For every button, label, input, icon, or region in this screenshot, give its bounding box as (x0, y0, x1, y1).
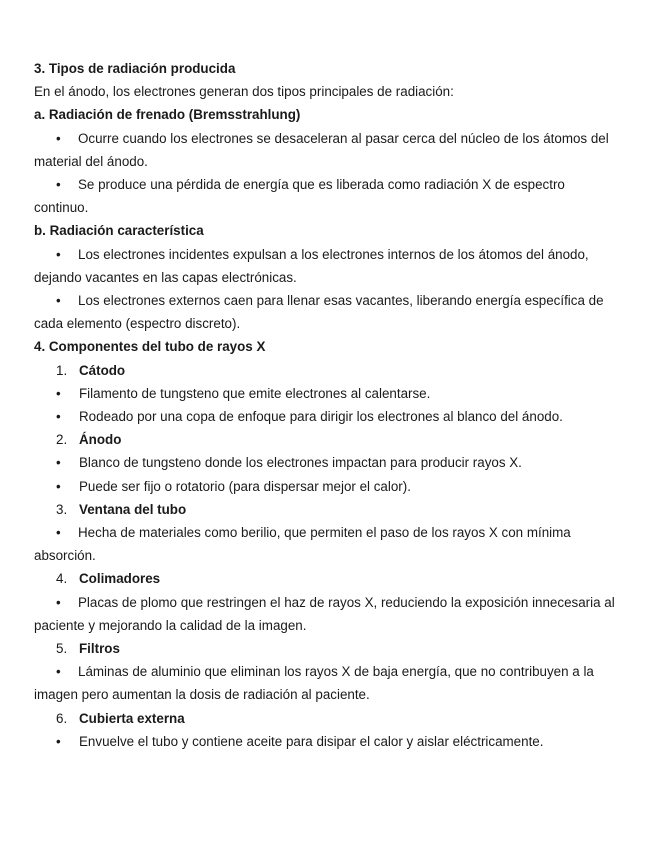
bullet-glyph: • (56, 246, 61, 262)
component-2-title (34, 428, 620, 451)
bullet-glyph: • (56, 455, 61, 471)
component-3-bullet-1 (34, 521, 620, 567)
component-1-bullet-2 (34, 405, 620, 428)
component-title: Colimadores (79, 571, 161, 587)
component-number: 4. (56, 571, 68, 587)
component-2-bullet-2 (34, 475, 620, 498)
bullet-text: Los electrones externos caen para llenar esas vacantes, liberando energía específica de cada elemento (espectro discreto). (34, 293, 604, 332)
bullet-glyph: • (56, 733, 61, 749)
bullet-text: Se produce una pérdida de energía que es liberada como radiación X de espectro continuo. (34, 177, 565, 216)
component-4-bullet-1 (34, 591, 620, 637)
component-number: 2. (56, 432, 68, 448)
component-6-title (34, 707, 620, 730)
component-5-title (34, 637, 620, 660)
bullet-glyph: • (56, 594, 61, 610)
bullet-glyph: • (56, 664, 61, 680)
bullet-text: Láminas de aluminio que eliminan los rayos X de baja energía, que no contribuyen a la imagen pero aumentan la dosis de radiación al paciente. (34, 664, 594, 703)
bullet-text: Envuelve el tubo y contiene aceite para disipar el calor y aislar eléctricamente. (79, 733, 544, 749)
bullet-text: Blanco de tungsteno donde los electrones impactan para producir rayos X. (79, 455, 522, 471)
bullet-glyph: • (56, 130, 61, 146)
component-5-bullet-1 (34, 660, 620, 706)
component-title: Cubierta externa (79, 710, 185, 726)
bullet-text: Los electrones incidentes expulsan a los electrones internos de los átomos del ánodo, dejando vacantes en las capas electrónicas. (34, 246, 589, 285)
subsection-a-heading: a. Radiación de frenado (Bremsstrahlung) (34, 107, 301, 123)
section-4-heading: 4. Componentes del tubo de rayos X (34, 339, 266, 355)
bullet-text: Hecha de materiales como berilio, que permiten el paso de los rayos X con mínima absorción. (34, 525, 571, 564)
component-title: Cátodo (79, 362, 126, 378)
component-number: 6. (56, 710, 68, 726)
bullet-glyph: • (56, 525, 61, 541)
subsection-b-heading: b. Radiación característica (34, 223, 204, 239)
bullet-text: Filamento de tungsteno que emite electrones al calentarse. (79, 385, 431, 401)
component-title: Filtros (79, 641, 120, 657)
component-1-bullet-1 (34, 382, 620, 405)
component-title: Ventana del tubo (79, 501, 187, 517)
bullet-text: Puede ser fijo o rotatorio (para dispersar mejor el calor). (79, 478, 411, 494)
section-3-intro: En el ánodo, los electrones generan dos tipos principales de radiación: (34, 84, 454, 100)
component-number: 3. (56, 501, 68, 517)
bullet-glyph: • (56, 409, 61, 425)
section-3-heading: 3. Tipos de radiación producida (34, 61, 236, 76)
bullet-text: Rodeado por una copa de enfoque para dirigir los electrones al blanco del ánodo. (79, 409, 563, 425)
subsection-a-bullet-2 (34, 173, 620, 219)
component-number: 1. (56, 362, 68, 378)
component-1-title (34, 359, 620, 382)
bullet-glyph: • (56, 478, 61, 494)
subsection-b-bullet-2 (34, 289, 620, 335)
bullet-glyph: • (56, 385, 61, 401)
component-number: 5. (56, 641, 68, 657)
bullet-glyph: • (56, 293, 61, 309)
bullet-text: Ocurre cuando los electrones se desaceleran al pasar cerca del núcleo de los átomos del material del ánodo. (34, 130, 609, 169)
subsection-a-bullet-1 (34, 127, 620, 173)
component-2-bullet-1 (34, 451, 620, 474)
component-3-title (34, 498, 620, 521)
component-6-bullet-1 (34, 730, 620, 753)
bullet-text: Placas de plomo que restringen el haz de rayos X, reduciendo la exposición innecesaria al paciente y mejorando la calidad de la imagen. (34, 594, 615, 633)
component-title: Ánodo (79, 432, 122, 448)
subsection-b-bullet-1 (34, 243, 620, 289)
component-4-title (34, 567, 620, 590)
bullet-glyph: • (56, 177, 61, 193)
